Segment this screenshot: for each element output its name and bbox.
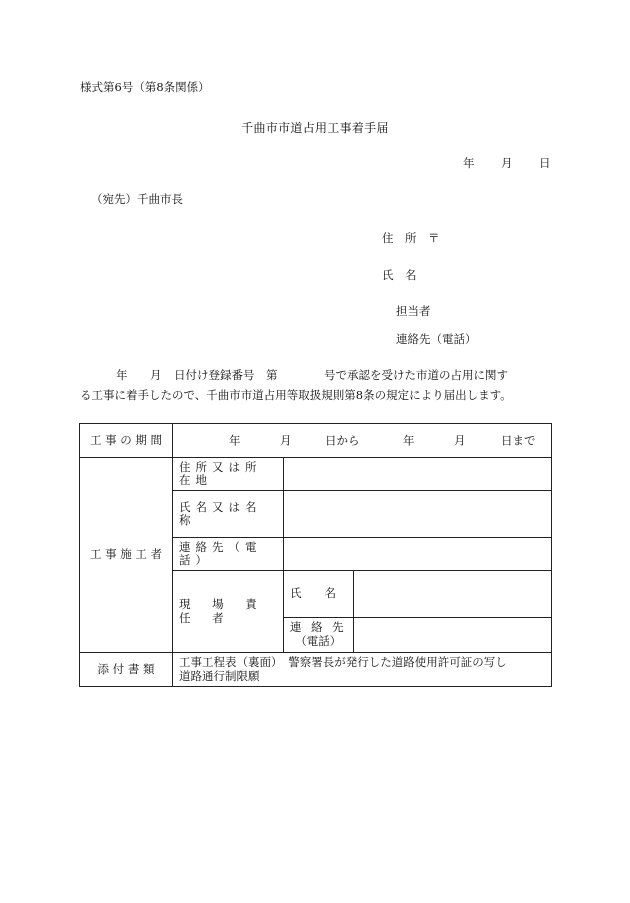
site-manager-subtable: [284, 571, 551, 652]
form-number: 様式第6号（第8条関係）: [80, 80, 210, 94]
statement-registration: 日付け登録番号: [174, 368, 255, 382]
contractor-name-value[interactable]: [284, 491, 552, 538]
period-end-year: 年: [403, 432, 415, 447]
manager-contact-label: 連 絡 先: [289, 619, 347, 634]
period-start-year: 年: [229, 432, 241, 447]
date-month: 月: [501, 156, 513, 170]
period-end-day: 日まで: [501, 432, 536, 447]
addressee: （宛先）千曲市長: [91, 192, 183, 206]
attachments-label: 添 付 書 類: [80, 653, 173, 687]
contractor-phone-value[interactable]: [284, 538, 552, 571]
period-start-day: 日から: [325, 432, 360, 447]
document-title: 千曲市市道占用工事着手届: [241, 121, 389, 135]
contractor-address-label: 住所又は所在地: [173, 458, 284, 491]
applicant-address-label: 住 所 〒: [382, 231, 440, 245]
submission-date: [463, 158, 551, 170]
manager-contact-label-cell: [284, 617, 353, 652]
applicant-name-label: 氏 名: [382, 268, 417, 282]
contractor-name-label: 氏名又は名称: [173, 491, 284, 538]
date-day: 日: [539, 156, 551, 170]
statement-line-1: [80, 370, 550, 382]
attachments-line-2: 道路通行制限願: [179, 668, 260, 683]
construction-period-label: 工 事 の 期 間: [80, 424, 173, 458]
contractor-phone-label: 連絡先（電話）: [173, 538, 284, 571]
contact-phone-label: 連絡先（電話）: [396, 332, 477, 346]
attachments-line-1: 工事工程表（裏面） 警察署長が発行した道路使用許可証の写し: [179, 655, 507, 670]
manager-contact-value[interactable]: [353, 617, 551, 652]
period-start-month: 月: [280, 432, 292, 447]
statement-line-2: る工事に着手したので、千曲市市道占用等取扱規則第8条の規定により届出します。: [80, 388, 512, 402]
statement-line1-rest: 号で承認を受けた市道の占用に関す: [324, 368, 508, 382]
contact-person-label: 担当者: [396, 304, 431, 318]
manager-name-label: 氏 名: [284, 571, 353, 617]
attachments-value: [173, 653, 552, 687]
construction-details-table: [79, 423, 552, 687]
site-manager-cell: [284, 571, 552, 653]
period-end-month: 月: [454, 432, 466, 447]
manager-name-value[interactable]: [353, 571, 551, 617]
construction-period-value: [173, 424, 552, 458]
contractor-label: 工 事 施 工 者: [80, 458, 173, 653]
statement-number-prefix: 第: [266, 368, 278, 382]
statement-month: 月: [150, 368, 162, 382]
manager-phone-label: （電話）: [295, 633, 342, 648]
date-year: 年: [463, 156, 475, 170]
site-manager-label: 現 場 責 任 者: [173, 571, 284, 653]
statement-year: 年: [116, 368, 128, 382]
contractor-address-value[interactable]: [284, 458, 552, 491]
